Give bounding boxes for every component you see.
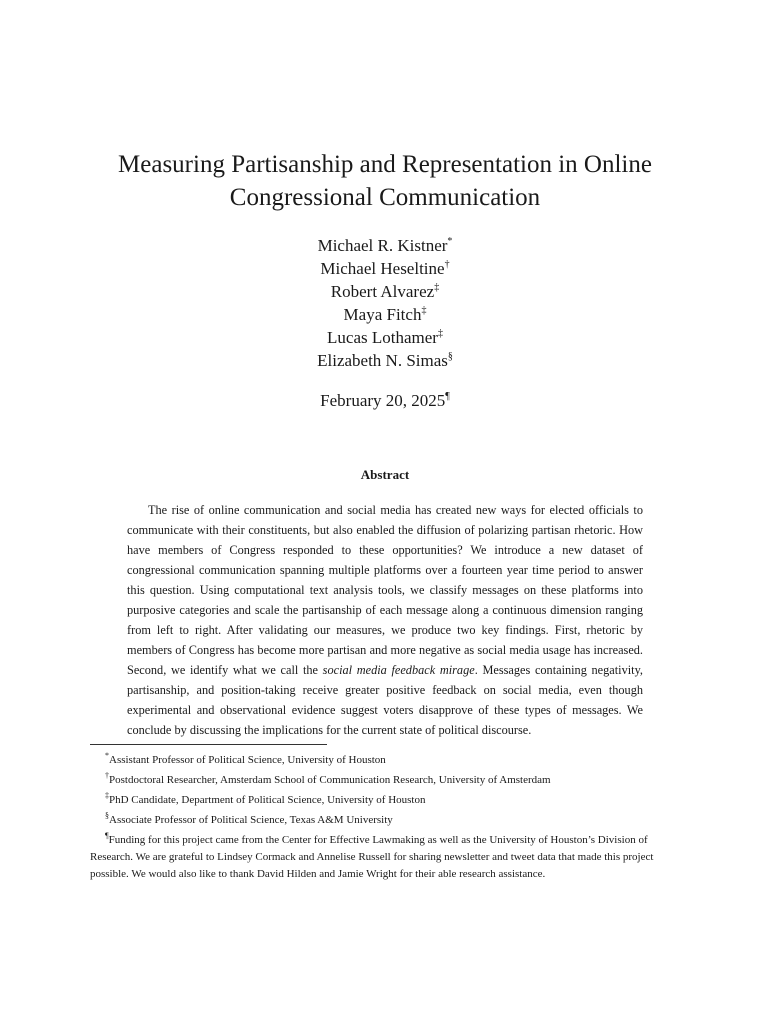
footnote-mark: § bbox=[105, 811, 109, 820]
publication-date: February 20, 2025¶ bbox=[320, 391, 450, 410]
footnote-mark: ¶ bbox=[445, 391, 450, 402]
footnote: ‡PhD Candidate, Department of Political Science, University of Houston bbox=[105, 791, 426, 806]
author-name: Robert Alvarez‡ bbox=[330, 282, 440, 301]
footnote-mark: ¶ bbox=[105, 831, 109, 840]
footnote-mark: § bbox=[447, 351, 453, 362]
footnote-mark: † bbox=[444, 259, 450, 270]
footnote: §Associate Professor of Political Science, Texas A&M University bbox=[105, 811, 393, 826]
footnote-mark: ‡ bbox=[105, 791, 109, 800]
footnote-mark: ‡ bbox=[421, 305, 427, 316]
footnote: ¶Funding for this project came from the Center for Effective Lawmaking as well as the University of Houston’s Division of Research. We are grateful to Lindsey Cormack and Annelise Russell for sharing newsletter and tweet data that made this project possible. We would also like to thank David Hilden and Jamie Wright for their able research assistance. bbox=[90, 831, 654, 880]
footnotes bbox=[90, 752, 680, 886]
footnote: †Postdoctoral Researcher, Amsterdam School of Communication Research, University of Amsterdam bbox=[105, 771, 551, 786]
footnote-mark: † bbox=[105, 771, 109, 780]
author-name: Elizabeth N. Simas§ bbox=[317, 351, 453, 370]
author-name: Maya Fitch‡ bbox=[343, 305, 427, 324]
footnote-mark: ‡ bbox=[434, 282, 440, 293]
author-name: Lucas Lothamer‡ bbox=[327, 328, 443, 347]
abstract-emphasis: social media feedback mirage bbox=[322, 663, 475, 677]
footnote-mark: * bbox=[105, 751, 109, 760]
abstract-heading: Abstract bbox=[360, 467, 410, 482]
paper-title: Measuring Partisanship and Representation in Online Congressional Communication bbox=[118, 151, 652, 211]
footnote: *Assistant Professor of Political Science, University of Houston bbox=[105, 751, 386, 766]
abstract-text: The rise of online communication and social media has created new ways for elected officials to communicate with their constituents, but also enabled the diffusion of polarizing partisan rhetoric. How have members of Congress responded to these opportunities? We introduce a new dataset of congressional communication spanning multiple platforms over a fourteen year time period to answer this question. Using computational text analysis tools, we classify messages on these platforms into purposive categories and scale the partisanship of each message along a continuous dimension ranging from left to right. After validating our measures, we produce two key findings. First, rhetoric by members of Congress has become more partisan and more negative as social media usage has increased. Second, we identify what we call the social media feedback mirage. Messages containing negativity, partisanship, and position-taking receive greater positive feedback on social media, even though experimental and observational evidence suggest voters disapprove of these types of messages. We conclude by discussing the implications for the current state of political discourse. bbox=[127, 503, 643, 737]
author-name: Michael R. Kistner* bbox=[317, 236, 453, 255]
author-name: Michael Heseltine† bbox=[320, 259, 450, 278]
footnote-mark: * bbox=[447, 236, 453, 247]
footnote-divider bbox=[90, 744, 327, 745]
footnote-mark: ‡ bbox=[437, 328, 443, 339]
author-list bbox=[185, 234, 585, 372]
